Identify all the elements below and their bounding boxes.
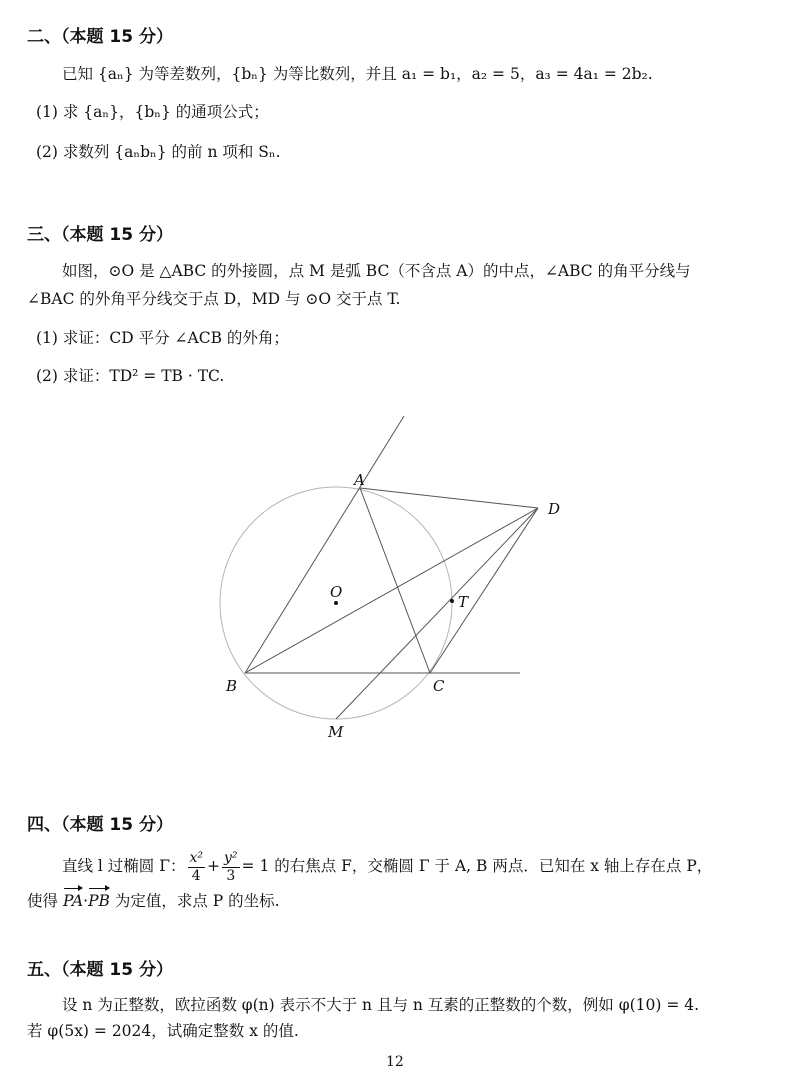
fraction-x2-over-4: $\frac{\text{x²}}{4}$ — [189, 849, 204, 884]
label-c: C — [433, 677, 445, 695]
q3-stem-line2: ∠BAC 的外角平分线交于点 D，MD 与 ⊙O 交于点 T. — [27, 290, 401, 308]
fraction-y2-over-3: $\frac{\text{y²}}{3}$ — [224, 849, 238, 884]
q4-line1-text-a: 直线 l 过椭圆 Γ： — [62, 857, 186, 875]
segment-ac — [360, 488, 430, 673]
label-d: D — [548, 500, 561, 518]
q4-line1 — [62, 848, 712, 885]
label-a: A — [354, 471, 365, 489]
q3-part2: (2) 求证：TD² = TB · TC. — [36, 367, 225, 385]
segment-ad — [360, 488, 538, 508]
vector-pb: PB — [88, 886, 110, 910]
label-m: M — [328, 723, 344, 741]
segment-ba-extended — [245, 416, 404, 673]
q4-line1-text-b: = 1 的右焦点 F，交椭圆 Γ 于 A, B 两点．已知在 x 轴上存在点 P， — [241, 857, 713, 875]
q5-line1: 设 n 为正整数，欧拉函数 φ(n) 表示不大于 n 且与 n 互素的正整数的个数，例如 φ(10) = 4. — [62, 996, 700, 1014]
q2-part1: (1) 求 {aₙ}，{bₙ} 的通项公式； — [36, 103, 269, 121]
q5-line2: 若 φ(5x) = 2024，试确定整数 x 的值. — [27, 1022, 299, 1040]
q2-part2: (2) 求数列 {aₙbₙ} 的前 n 项和 Sₙ. — [36, 143, 281, 161]
plus-sign: + — [207, 857, 221, 875]
q3-heading: 三、（本题 15 分） — [27, 225, 173, 245]
q4-line2-text-b: 为定值，求点 P 的坐标. — [109, 892, 280, 910]
page-number: 12 — [386, 1054, 404, 1070]
q4-heading: 四、（本题 15 分） — [27, 815, 173, 835]
label-b: B — [226, 677, 238, 695]
segment-cd — [430, 508, 538, 673]
dot-operator: · — [83, 892, 89, 910]
q5-heading: 五、（本题 15 分） — [27, 960, 173, 980]
q3-stem-line1: 如图，⊙O 是 △ABC 的外接圆，点 M 是弧 BC（不含点 A）的中点，∠ABC 的角平分线与 — [62, 262, 691, 280]
q4-line2-text-a: 使得 — [27, 892, 63, 910]
point-t — [450, 599, 454, 603]
label-o: O — [330, 583, 343, 601]
label-t: T — [458, 593, 469, 611]
point-o — [334, 601, 338, 605]
q2-heading: 二、（本题 15 分） — [27, 27, 173, 47]
q4-line2 — [27, 886, 280, 911]
vector-pa: PA — [63, 886, 83, 910]
q3-part1: (1) 求证：CD 平分 ∠ACB 的外角； — [36, 329, 289, 347]
q2-stem: 已知 {aₙ} 为等差数列，{bₙ} 为等比数列，并且 a₁ = b₁，a₂ = 5，a₃ = 4a₁ = 2b₂. — [62, 65, 653, 83]
segment-bd — [245, 508, 538, 673]
